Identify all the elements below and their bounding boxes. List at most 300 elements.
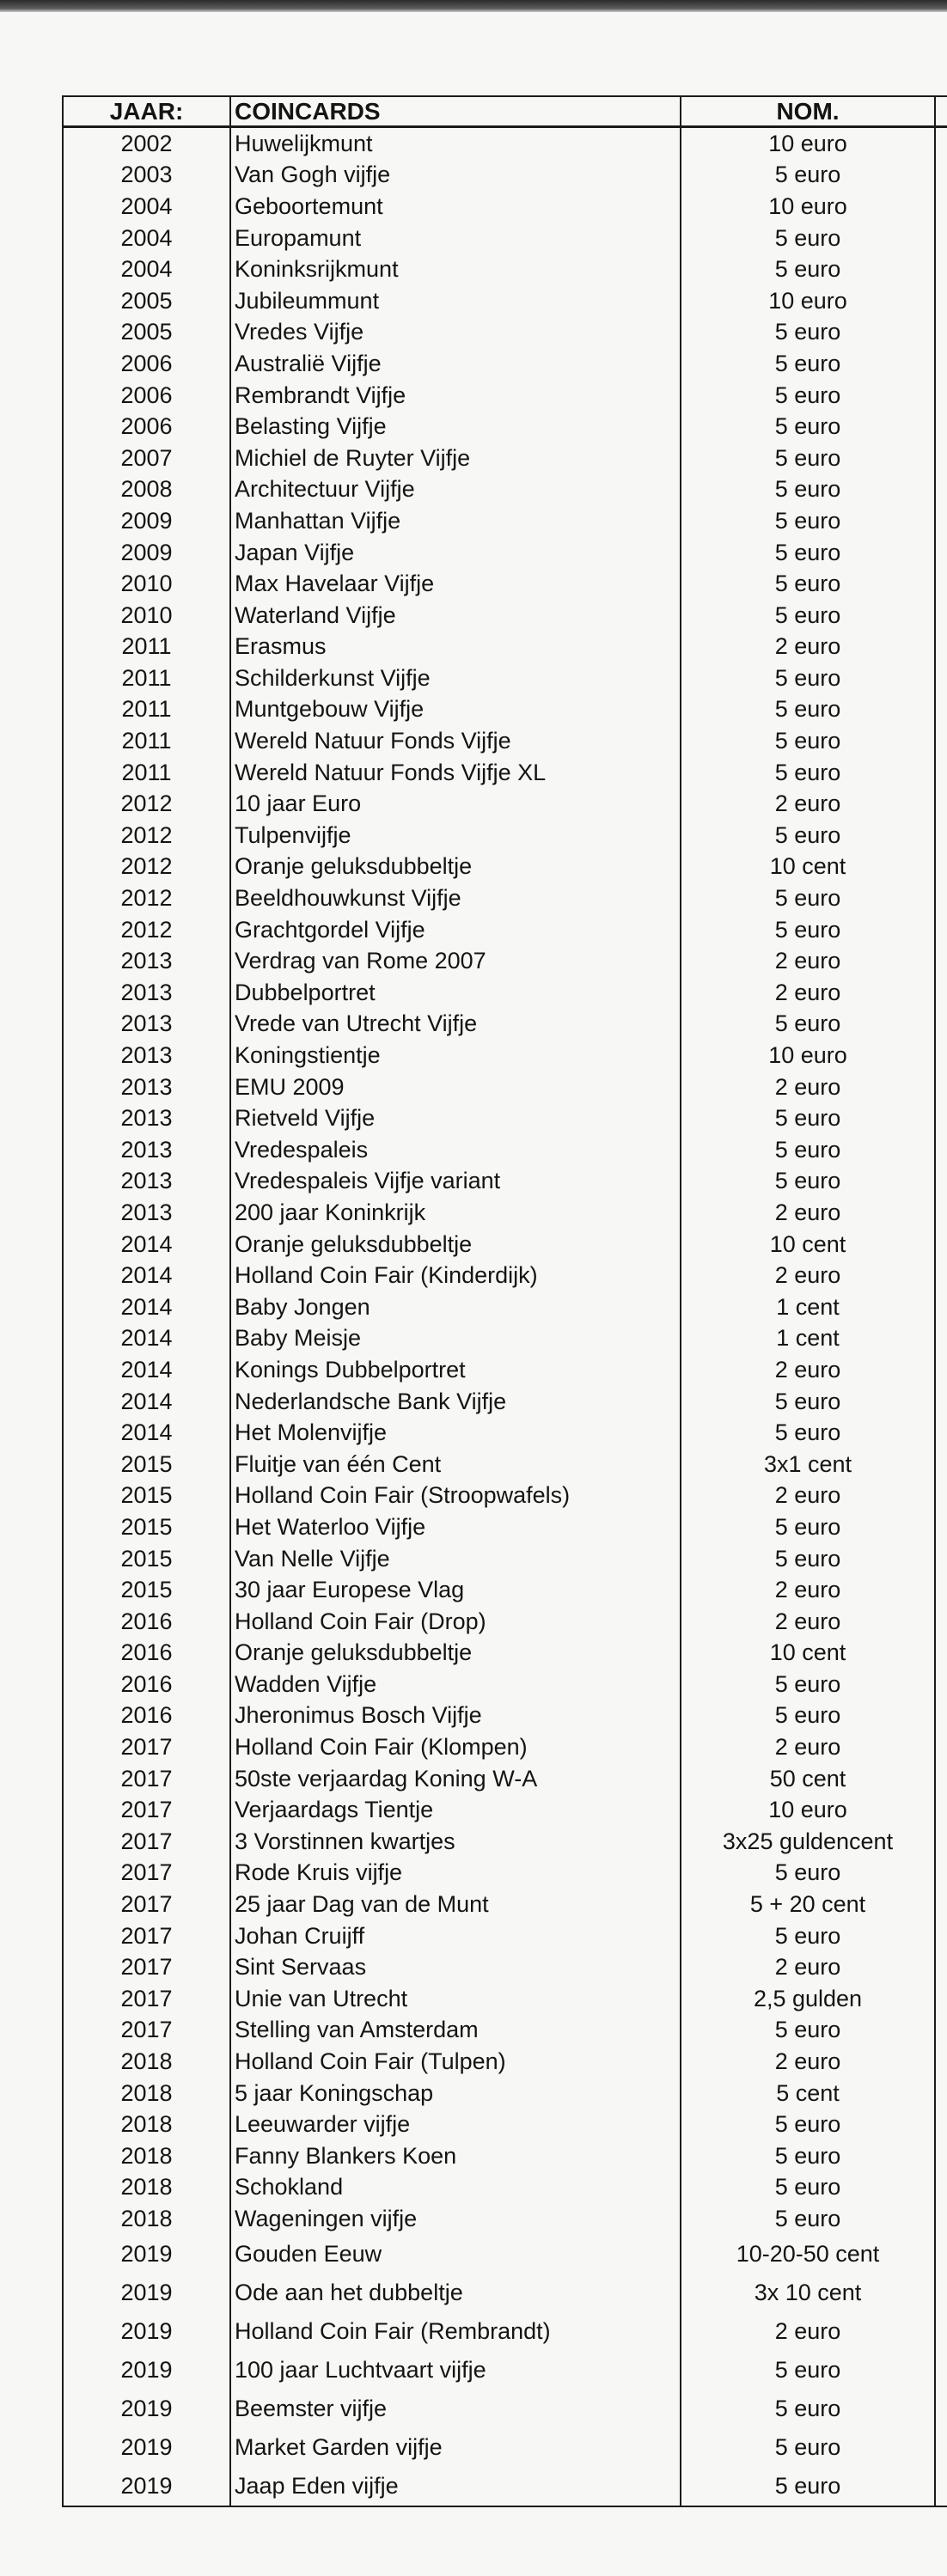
- extra-cell: [935, 317, 947, 349]
- coincard-name-cell: Van Nelle Vijfje: [230, 1543, 681, 1575]
- nominal-value-cell: 1 cent: [681, 1323, 935, 1355]
- table-row: [63, 1071, 947, 1103]
- nominal-value-cell: 10-20-50 cent: [681, 2235, 935, 2274]
- year-cell: 2012: [63, 852, 230, 883]
- nominal-value-cell: 5 euro: [681, 223, 935, 254]
- nominal-value-cell: 3x 10 cent: [681, 2274, 935, 2312]
- coincard-name-cell: Het Molenvijfje: [230, 1417, 681, 1449]
- coincard-name-cell: Erasmus: [230, 632, 681, 663]
- table-row: [63, 1638, 947, 1670]
- table-row: [63, 945, 947, 977]
- coincard-name-cell: Japan Vijfje: [230, 537, 681, 569]
- table-row: [63, 882, 947, 914]
- table-row: [63, 2078, 947, 2109]
- year-cell: 2011: [63, 757, 230, 789]
- nominal-value-cell: 5 euro: [681, 443, 935, 474]
- nominal-value-cell: 2 euro: [681, 2312, 935, 2351]
- coincard-name-cell: Belasting Vijfje: [230, 411, 681, 443]
- extra-cell: [935, 2203, 947, 2235]
- extra-cell: [935, 191, 947, 223]
- year-cell: 2013: [63, 1134, 230, 1166]
- extra-cell: [935, 1229, 947, 1261]
- nominal-value-cell: 5 euro: [681, 662, 935, 694]
- nominal-value-cell: 3x25 guldencent: [681, 1826, 935, 1858]
- table-row: [63, 317, 947, 349]
- year-cell: 2019: [63, 2390, 230, 2428]
- coincards-table: [62, 95, 947, 2507]
- extra-cell: [935, 1794, 947, 1826]
- coincard-name-cell: Koningstientje: [230, 1040, 681, 1071]
- year-cell: 2003: [63, 160, 230, 192]
- nominal-value-cell: 2 euro: [681, 1071, 935, 1103]
- year-cell: 2018: [63, 2109, 230, 2140]
- nominal-value-cell: 2 euro: [681, 1480, 935, 1512]
- year-cell: 2017: [63, 1920, 230, 1952]
- year-cell: 2015: [63, 1511, 230, 1543]
- year-cell: 2017: [63, 1794, 230, 1826]
- extra-cell: [935, 1858, 947, 1889]
- table-row: [63, 1794, 947, 1826]
- extra-cell: [935, 505, 947, 537]
- extra-cell: [935, 1951, 947, 1983]
- extra-cell: [935, 820, 947, 852]
- nominal-value-cell: 2,5 gulden: [681, 1983, 935, 2015]
- table-row: [63, 568, 947, 600]
- nominal-value-cell: 5 euro: [681, 2467, 935, 2506]
- table-row: [63, 2015, 947, 2047]
- column-header-nominal: NOM.: [681, 96, 935, 127]
- coincard-name-cell: Muntgebouw Vijfje: [230, 694, 681, 726]
- nominal-value-cell: 5 euro: [681, 380, 935, 412]
- year-cell: 2014: [63, 1354, 230, 1386]
- coincard-name-cell: Wereld Natuur Fonds Vijfje: [230, 725, 681, 757]
- table-row: [63, 1449, 947, 1480]
- coincard-name-cell: Dubbelportret: [230, 977, 681, 1009]
- year-cell: 2013: [63, 1009, 230, 1041]
- year-cell: 2018: [63, 2203, 230, 2235]
- coincard-name-cell: Van Gogh vijfje: [230, 160, 681, 192]
- year-cell: 2018: [63, 2172, 230, 2204]
- coincard-name-cell: Fluitje van één Cent: [230, 1449, 681, 1480]
- extra-cell: [935, 852, 947, 883]
- table-row: [63, 788, 947, 820]
- coincard-name-cell: Leeuwarder vijfje: [230, 2109, 681, 2140]
- extra-cell: [935, 757, 947, 789]
- extra-cell: [935, 1574, 947, 1606]
- coincard-name-cell: Wadden Vijfje: [230, 1669, 681, 1700]
- table-row: [63, 1574, 947, 1606]
- nominal-value-cell: 5 euro: [681, 820, 935, 852]
- table-row: [63, 1731, 947, 1763]
- coincard-name-cell: Unie van Utrecht: [230, 1983, 681, 2015]
- table-row: [63, 505, 947, 537]
- extra-cell: [935, 600, 947, 632]
- year-cell: 2017: [63, 2015, 230, 2047]
- year-cell: 2011: [63, 662, 230, 694]
- nominal-value-cell: 5 euro: [681, 1386, 935, 1418]
- year-cell: 2007: [63, 443, 230, 474]
- nominal-value-cell: 2 euro: [681, 1574, 935, 1606]
- year-cell: 2019: [63, 2351, 230, 2390]
- table-row: [63, 1166, 947, 1198]
- year-cell: 2002: [63, 127, 230, 160]
- year-cell: 2014: [63, 1386, 230, 1418]
- extra-cell: [935, 1543, 947, 1575]
- year-cell: 2014: [63, 1323, 230, 1355]
- table-row: [63, 1134, 947, 1166]
- nominal-value-cell: 5 euro: [681, 505, 935, 537]
- extra-cell: [935, 537, 947, 569]
- coincard-name-cell: Oranje geluksdubbeltje: [230, 852, 681, 883]
- coincard-name-cell: 100 jaar Luchtvaart vijfje: [230, 2351, 681, 2390]
- year-cell: 2017: [63, 1858, 230, 1889]
- table-row: [63, 2046, 947, 2078]
- nominal-value-cell: 5 euro: [681, 253, 935, 285]
- coincard-name-cell: 3 Vorstinnen kwartjes: [230, 1826, 681, 1858]
- year-cell: 2009: [63, 537, 230, 569]
- table-row: [63, 2312, 947, 2351]
- table-row: [63, 411, 947, 443]
- nominal-value-cell: 5 euro: [681, 1009, 935, 1041]
- nominal-value-cell: 2 euro: [681, 1354, 935, 1386]
- year-cell: 2019: [63, 2428, 230, 2467]
- coincard-name-cell: Market Garden vijfje: [230, 2428, 681, 2467]
- nominal-value-cell: 5 euro: [681, 2109, 935, 2140]
- table-row: [63, 757, 947, 789]
- extra-cell: [935, 632, 947, 663]
- extra-cell: [935, 2140, 947, 2172]
- table-row: [63, 852, 947, 883]
- nominal-value-cell: 5 euro: [681, 568, 935, 600]
- nominal-value-cell: 2 euro: [681, 788, 935, 820]
- table-row: [63, 443, 947, 474]
- extra-cell: [935, 1449, 947, 1480]
- extra-cell: [935, 914, 947, 946]
- nominal-value-cell: 5 euro: [681, 317, 935, 349]
- table-row: [63, 1826, 947, 1858]
- coincard-name-cell: Sint Servaas: [230, 1951, 681, 1983]
- coincard-name-cell: Koninksrijkmunt: [230, 253, 681, 285]
- year-cell: 2006: [63, 380, 230, 412]
- nominal-value-cell: 5 euro: [681, 914, 935, 946]
- year-cell: 2017: [63, 1951, 230, 1983]
- extra-cell: [935, 160, 947, 192]
- year-cell: 2013: [63, 1166, 230, 1198]
- nominal-value-cell: 2 euro: [681, 977, 935, 1009]
- table-row: [63, 1920, 947, 1952]
- coincard-name-cell: Stelling van Amsterdam: [230, 2015, 681, 2047]
- year-cell: 2017: [63, 1763, 230, 1795]
- coincard-name-cell: Rietveld Vijfje: [230, 1102, 681, 1134]
- year-cell: 2013: [63, 1040, 230, 1071]
- nominal-value-cell: 5 euro: [681, 411, 935, 443]
- year-cell: 2012: [63, 820, 230, 852]
- extra-cell: [935, 1638, 947, 1670]
- extra-cell: [935, 1731, 947, 1763]
- extra-cell: [935, 1071, 947, 1103]
- coincard-name-cell: Architectuur Vijfje: [230, 474, 681, 506]
- year-cell: 2009: [63, 505, 230, 537]
- extra-cell: [935, 1009, 947, 1041]
- nominal-value-cell: 5 euro: [681, 1669, 935, 1700]
- coincard-name-cell: Baby Jongen: [230, 1291, 681, 1323]
- extra-cell: [935, 2274, 947, 2312]
- extra-cell: [935, 127, 947, 160]
- nominal-value-cell: 5 euro: [681, 1858, 935, 1889]
- coincard-name-cell: Oranje geluksdubbeltje: [230, 1229, 681, 1261]
- extra-cell: [935, 1040, 947, 1071]
- extra-cell: [935, 2312, 947, 2351]
- coincard-name-cell: Jaap Eden vijfje: [230, 2467, 681, 2506]
- year-cell: 2015: [63, 1480, 230, 1512]
- year-cell: 2017: [63, 1983, 230, 2015]
- extra-cell: [935, 1889, 947, 1920]
- coincard-name-cell: Fanny Blankers Koen: [230, 2140, 681, 2172]
- table-row: [63, 1354, 947, 1386]
- extra-cell: [935, 882, 947, 914]
- table-row: [63, 127, 947, 160]
- coincard-name-cell: Vrede van Utrecht Vijfje: [230, 1009, 681, 1041]
- table-row: [63, 160, 947, 192]
- table-row: [63, 2203, 947, 2235]
- nominal-value-cell: 5 euro: [681, 2172, 935, 2204]
- year-cell: 2012: [63, 882, 230, 914]
- coincard-name-cell: Europamunt: [230, 223, 681, 254]
- nominal-value-cell: 5 euro: [681, 2351, 935, 2390]
- coincard-name-cell: Verjaardags Tientje: [230, 1794, 681, 1826]
- nominal-value-cell: 5 euro: [681, 2203, 935, 2235]
- year-cell: 2004: [63, 191, 230, 223]
- year-cell: 2011: [63, 694, 230, 726]
- table-row: [63, 1102, 947, 1134]
- table-row: [63, 348, 947, 380]
- table-row: [63, 1669, 947, 1700]
- extra-cell: [935, 1669, 947, 1700]
- table-row: [63, 1260, 947, 1291]
- table-row: [63, 1009, 947, 1041]
- table-row: [63, 1889, 947, 1920]
- table-row: [63, 2467, 947, 2506]
- year-cell: 2010: [63, 568, 230, 600]
- extra-cell: [935, 788, 947, 820]
- year-cell: 2006: [63, 411, 230, 443]
- extra-cell: [935, 1700, 947, 1732]
- coincard-name-cell: Gouden Eeuw: [230, 2235, 681, 2274]
- year-cell: 2016: [63, 1700, 230, 1732]
- nominal-value-cell: 5 euro: [681, 757, 935, 789]
- extra-cell: [935, 1480, 947, 1512]
- year-cell: 2018: [63, 2140, 230, 2172]
- nominal-value-cell: 2 euro: [681, 945, 935, 977]
- nominal-value-cell: 10 euro: [681, 191, 935, 223]
- nominal-value-cell: 10 euro: [681, 1794, 935, 1826]
- extra-cell: [935, 253, 947, 285]
- nominal-value-cell: 5 euro: [681, 2390, 935, 2428]
- year-cell: 2015: [63, 1543, 230, 1575]
- coincard-name-cell: Waterland Vijfje: [230, 600, 681, 632]
- nominal-value-cell: 5 euro: [681, 160, 935, 192]
- year-cell: 2014: [63, 1260, 230, 1291]
- nominal-value-cell: 2 euro: [681, 1606, 935, 1638]
- nominal-value-cell: 2 euro: [681, 1260, 935, 1291]
- extra-cell: [935, 1386, 947, 1418]
- extra-cell: [935, 694, 947, 726]
- year-cell: 2015: [63, 1574, 230, 1606]
- extra-cell: [935, 945, 947, 977]
- extra-cell: [935, 474, 947, 506]
- coincard-name-cell: Oranje geluksdubbeltje: [230, 1638, 681, 1670]
- table-row: [63, 1417, 947, 1449]
- nominal-value-cell: 10 euro: [681, 285, 935, 317]
- nominal-value-cell: 5 + 20 cent: [681, 1889, 935, 1920]
- extra-cell: [935, 380, 947, 412]
- nominal-value-cell: 5 euro: [681, 1417, 935, 1449]
- nominal-value-cell: 5 euro: [681, 1543, 935, 1575]
- coincard-name-cell: Rode Kruis vijfje: [230, 1858, 681, 1889]
- table-row: [63, 2172, 947, 2204]
- coincard-name-cell: Holland Coin Fair (Tulpen): [230, 2046, 681, 2078]
- extra-cell: [935, 2428, 947, 2467]
- table-row: [63, 600, 947, 632]
- table-row: [63, 2109, 947, 2140]
- year-cell: 2018: [63, 2046, 230, 2078]
- extra-cell: [935, 1134, 947, 1166]
- coincard-name-cell: Vredes Vijfje: [230, 317, 681, 349]
- year-cell: 2019: [63, 2235, 230, 2274]
- coincard-name-cell: Huwelijkmunt: [230, 127, 681, 160]
- coincard-name-cell: Holland Coin Fair (Klompen): [230, 1731, 681, 1763]
- extra-cell: [935, 2235, 947, 2274]
- year-cell: 2010: [63, 600, 230, 632]
- year-cell: 2019: [63, 2467, 230, 2506]
- extra-cell: [935, 223, 947, 254]
- extra-cell: [935, 348, 947, 380]
- nominal-value-cell: 5 euro: [681, 600, 935, 632]
- year-cell: 2005: [63, 285, 230, 317]
- table-row: [63, 1606, 947, 1638]
- nominal-value-cell: 10 cent: [681, 1638, 935, 1670]
- nominal-value-cell: 5 euro: [681, 882, 935, 914]
- year-cell: 2013: [63, 1102, 230, 1134]
- nominal-value-cell: 2 euro: [681, 1731, 935, 1763]
- table-row: [63, 253, 947, 285]
- coincard-name-cell: Tulpenvijfje: [230, 820, 681, 852]
- year-cell: 2008: [63, 474, 230, 506]
- coincard-name-cell: Konings Dubbelportret: [230, 1354, 681, 1386]
- table-row: [63, 2351, 947, 2390]
- extra-cell: [935, 1260, 947, 1291]
- coincard-name-cell: Holland Coin Fair (Kinderdijk): [230, 1260, 681, 1291]
- extra-cell: [935, 1291, 947, 1323]
- nominal-value-cell: 2 euro: [681, 2046, 935, 2078]
- extra-cell: [935, 2172, 947, 2204]
- column-header-coincards: COINCARDS: [230, 96, 681, 127]
- year-cell: 2012: [63, 788, 230, 820]
- extra-cell: [935, 1606, 947, 1638]
- table-row: [63, 1480, 947, 1512]
- table-row: [63, 1040, 947, 1071]
- year-cell: 2013: [63, 1197, 230, 1229]
- coincard-name-cell: Johan Cruijff: [230, 1920, 681, 1952]
- extra-cell: [935, 1920, 947, 1952]
- coincard-name-cell: Manhattan Vijfje: [230, 505, 681, 537]
- coincard-name-cell: Wereld Natuur Fonds Vijfje XL: [230, 757, 681, 789]
- nominal-value-cell: 5 cent: [681, 2078, 935, 2109]
- extra-cell: [935, 1511, 947, 1543]
- year-cell: 2013: [63, 945, 230, 977]
- year-cell: 2017: [63, 1731, 230, 1763]
- table-row: [63, 537, 947, 569]
- table-row: [63, 1951, 947, 1983]
- nominal-value-cell: 5 euro: [681, 1166, 935, 1198]
- year-cell: 2005: [63, 317, 230, 349]
- nominal-value-cell: 5 euro: [681, 2015, 935, 2047]
- coincard-name-cell: Geboortemunt: [230, 191, 681, 223]
- nominal-value-cell: 5 euro: [681, 348, 935, 380]
- table-row: [63, 380, 947, 412]
- coincard-name-cell: Jheronimus Bosch Vijfje: [230, 1700, 681, 1732]
- table-row: [63, 662, 947, 694]
- extra-cell: [935, 285, 947, 317]
- coincard-name-cell: Nederlandsche Bank Vijfje: [230, 1386, 681, 1418]
- coincard-name-cell: Australië Vijfje: [230, 348, 681, 380]
- extra-cell: [935, 1417, 947, 1449]
- nominal-value-cell: 10 cent: [681, 1229, 935, 1261]
- coincard-name-cell: Wageningen vijfje: [230, 2203, 681, 2235]
- coincard-name-cell: 50ste verjaardag Koning W-A: [230, 1763, 681, 1795]
- extra-cell: [935, 1102, 947, 1134]
- year-cell: 2018: [63, 2078, 230, 2109]
- year-cell: 2019: [63, 2274, 230, 2312]
- table-row: [63, 1386, 947, 1418]
- extra-cell: [935, 977, 947, 1009]
- table-row: [63, 1858, 947, 1889]
- table-row: [63, 977, 947, 1009]
- coincard-name-cell: Schokland: [230, 2172, 681, 2204]
- table-row: [63, 820, 947, 852]
- table-row: [63, 632, 947, 663]
- scan-top-edge: [0, 0, 947, 12]
- nominal-value-cell: 5 euro: [681, 1102, 935, 1134]
- nominal-value-cell: 50 cent: [681, 1763, 935, 1795]
- table-row: [63, 1197, 947, 1229]
- extra-cell: [935, 2351, 947, 2390]
- nominal-value-cell: 5 euro: [681, 1134, 935, 1166]
- coincard-name-cell: 25 jaar Dag van de Munt: [230, 1889, 681, 1920]
- nominal-value-cell: 5 euro: [681, 537, 935, 569]
- coincard-name-cell: Ode aan het dubbeltje: [230, 2274, 681, 2312]
- extra-cell: [935, 411, 947, 443]
- year-cell: 2013: [63, 1071, 230, 1103]
- extra-cell: [935, 725, 947, 757]
- column-header-year: JAAR:: [63, 96, 230, 127]
- extra-cell: [935, 2467, 947, 2506]
- year-cell: 2014: [63, 1229, 230, 1261]
- coincard-name-cell: Beeldhouwkunst Vijfje: [230, 882, 681, 914]
- table-row: [63, 1763, 947, 1795]
- table-row: [63, 1291, 947, 1323]
- coincard-name-cell: 200 jaar Koninkrijk: [230, 1197, 681, 1229]
- coincard-name-cell: Vredespaleis: [230, 1134, 681, 1166]
- nominal-value-cell: 5 euro: [681, 1700, 935, 1732]
- year-cell: 2011: [63, 632, 230, 663]
- year-cell: 2004: [63, 223, 230, 254]
- year-cell: 2004: [63, 253, 230, 285]
- year-cell: 2006: [63, 348, 230, 380]
- extra-cell: [935, 1323, 947, 1355]
- nominal-value-cell: 1 cent: [681, 1291, 935, 1323]
- year-cell: 2012: [63, 914, 230, 946]
